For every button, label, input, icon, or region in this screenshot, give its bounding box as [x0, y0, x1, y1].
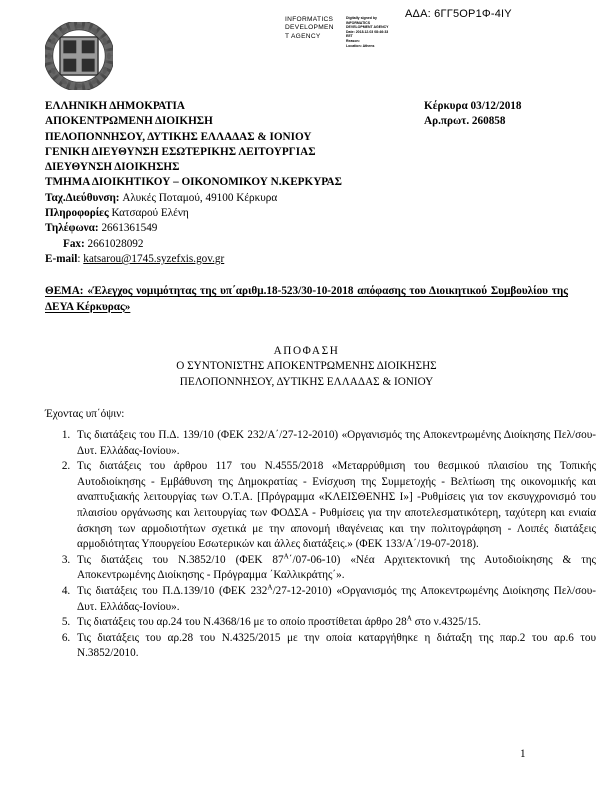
law-item-pre: Τις διατάξεις του Ν.3852/10 (ΦΕΚ 87 — [77, 553, 284, 566]
info-value: Κατσαρού Ελένη — [111, 207, 189, 220]
authority-line-region: ΠΕΛΟΠΟΝΝΗΣΟΥ, ΔΥΤΙΚΗΣ ΕΛΛΑΔΑΣ & ΙΟΝΙΟΥ — [45, 130, 312, 143]
address-row — [45, 191, 375, 206]
phone-value: 2661361549 — [101, 222, 158, 235]
decision-title: ΑΠΟΦΑΣΗ — [273, 345, 340, 357]
signature-detail-line6: Reason: — [346, 39, 360, 44]
list-item — [73, 615, 596, 631]
legal-basis-list — [45, 428, 596, 662]
info-label: Πληροφορίες — [45, 207, 109, 220]
subject-label: ΘΕΜΑ: — [45, 285, 84, 297]
signature-agency-line3: T AGENCY — [285, 32, 321, 40]
list-item — [73, 553, 596, 584]
place-date: Κέρκυρα 03/12/2018 — [424, 100, 522, 112]
law-item-sup: Α — [283, 552, 289, 561]
law-item-pre: Τις διατάξεις του Π.Δ.139/10 (ΦΕΚ 232 — [77, 584, 268, 597]
fax-row — [45, 237, 375, 252]
list-item — [73, 584, 596, 615]
authority-line-directorate: ΔΙΕΥΘΥΝΣΗ ΔΙΟΙΚΗΣΗΣ — [45, 161, 180, 174]
signature-agency-name — [285, 16, 343, 41]
authority-line-general-directorate: ΓΕΝΙΚΗ ΔΙΕΥΘΥΝΣΗ ΕΣΩΤΕΡΙΚΗΣ ΛΕΙΤΟΥΡΓΙΑΣ — [45, 145, 316, 158]
fax-label: Fax: — [63, 237, 85, 250]
place-date-block — [424, 99, 521, 130]
address-label: Ταχ.Διεύθυνση: — [45, 191, 120, 204]
preamble-text: Έχοντας υπ΄όψιν: — [45, 408, 125, 420]
signature-agency-line2: DEVELOPMEN — [285, 24, 334, 32]
authority-line-decentralized: ΑΠΟΚΕΝΤΡΩΜΕΝΗ ΔΙΟΙΚΗΣΗ — [45, 115, 213, 128]
ada-code: ΑΔΑ: 6ΓΓ5ΟΡ1Φ-4ΙΥ — [405, 8, 512, 20]
law-item-post: στο ν.4325/15. — [411, 616, 481, 629]
law-item-sup: Α — [406, 614, 412, 623]
authority-line-department: ΤΜΗΜΑ ΔΙΟΙΚΗΤΙΚΟΥ – ΟΙΚΟΝΟΜΙΚΟΥ Ν.ΚΕΡΚΥΡΑΣ — [45, 176, 342, 189]
signature-details — [346, 16, 404, 48]
signature-agency-line1: INFORMATICS — [285, 16, 334, 23]
email-label: E-mail — [45, 252, 78, 265]
digital-signature-stamp — [285, 16, 404, 48]
law-item-pre: Τις διατάξεις του αρ.24 του Ν.4368/16 με το οποίο προστίθεται άρθρο 28 — [77, 616, 407, 629]
info-row — [45, 206, 375, 221]
page-number: 1 — [520, 748, 526, 760]
decision-signatory-role: Ο ΣΥΝΤΟΝΙΣΤΗΣ ΑΠΟΚΕΝΤΡΩΜΕΝΗΣ ΔΙΟΙΚΗΣΗΣ — [176, 360, 437, 373]
phone-row — [45, 221, 375, 236]
signature-detail-line3: DEVELOPMENT AGENCY — [346, 25, 389, 30]
issuing-authority-block — [45, 99, 375, 267]
protocol-number: Αρ.πρωτ. 260858 — [424, 115, 506, 128]
law-item-pre: Τις διατάξεις του αρ.28 του Ν.4325/2015 με την οποία καταργήθηκε η διάταξη της παρ.2 του αρ.6 του Ν.3852/2010. — [77, 631, 596, 660]
law-item-pre: Τις διατάξεις του άρθρου 117 του Ν.4555/2018 «Μεταρρύθμιση του θεσμικού πλαισίου της Τοπικής Αυτοδιοίκησης - Εμβάθυνση της Δημοκρατίας - Ενίσχυση της Συμμετοχής - Βελτίωση της οικονομικής και αναπτυξιακής λειτουργίας των Ο.Τ.Α. [Πρόγραμμα «ΚΛΕΙΣΘΕΝΗΣ Ι»] -Ρυθμίσεις για τον εκσυγχρονισμό του πλαισίου οργάνωσης και λειτουργίας των ΦΟΔΣΑ - Ρυθμίσεις για την αποτελεσματικότερη, ταχύτερη και ενιαία άσκηση των αρμοδιοτήτων σχετικά με την απονομή ιθαγένειας και την πολιτογράφηση - Λοιπές διατάξεις αρμοδιότητας Υπουργείου Εσωτερικών και άλλες διατάξεις.» (ΦΕΚ 133/Α΄/19-07-2018). — [77, 460, 596, 551]
fax-value: 2661028092 — [87, 237, 144, 250]
hellenic-republic-coat-of-arms-icon — [45, 22, 113, 90]
email-row — [45, 252, 375, 267]
law-item-sup: Α — [267, 583, 273, 592]
address-value: Αλυκές Ποταμού, 49100 Κέρκυρα — [122, 191, 278, 204]
authority-line-republic: ΕΛΛΗΝΙΚΗ ΔΗΜΟΚΡΑΤΙΑ — [45, 100, 185, 112]
decision-signatory-region: ΠΕΛΟΠΟΝΝΗΣΟΥ, ΔΥΤΙΚΗΣ ΕΛΛΑΔΑΣ & ΙΟΝΙΟΥ — [179, 375, 434, 388]
list-item — [73, 428, 596, 459]
signature-detail-line1: Digitally signed by — [346, 16, 377, 20]
law-item-post: /27-12-2010) «Οργανισμός της Αποκεντρωμένης Διοίκησης Πελ/σου-Δυτ. Ελλάδας-Ιονίου». — [77, 584, 596, 613]
list-item — [73, 459, 596, 553]
law-item-pre: Τις διατάξεις του Π.Δ. 139/10 (ΦΕΚ 232/Α΄/27-12-2010) «Οργανισμός της Αποκεντρωμένης Διοίκησης Πελ/σου-Δυτ. Ελλάδας-Ιονίου». — [77, 429, 596, 457]
email-separator: : — [77, 252, 84, 265]
signature-detail-line2: INFORMATICS — [346, 20, 371, 25]
signature-detail-line5: EET — [346, 34, 353, 39]
signature-detail-line7: Location: Athens — [346, 43, 375, 48]
phone-label: Τηλέφωνα: — [45, 222, 99, 235]
email-link[interactable]: katsarou@1745.syzefxis.gov.gr — [83, 252, 225, 265]
subject-text: «Έλεγχος νομιμότητας της υπ΄αριθμ.18-523/30-10-2018 απόφασης του Διοικητικού Συμβουλίου της ΔΕΥΑ Κέρκυρας» — [45, 285, 568, 313]
subject-line — [45, 284, 568, 315]
list-item — [73, 631, 596, 662]
law-item-post: ΄/07-06-10) «Νέα Αρχιτεκτονική της Αυτοδιοίκησης & της Αποκεντρωμένης Διοίκησης - Πρόγραμμα ΄Καλλικράτης΄». — [77, 553, 596, 582]
decision-title-block — [45, 344, 568, 390]
signature-detail-line4: Date: 2018.12.03 08:46:33 — [346, 29, 389, 34]
